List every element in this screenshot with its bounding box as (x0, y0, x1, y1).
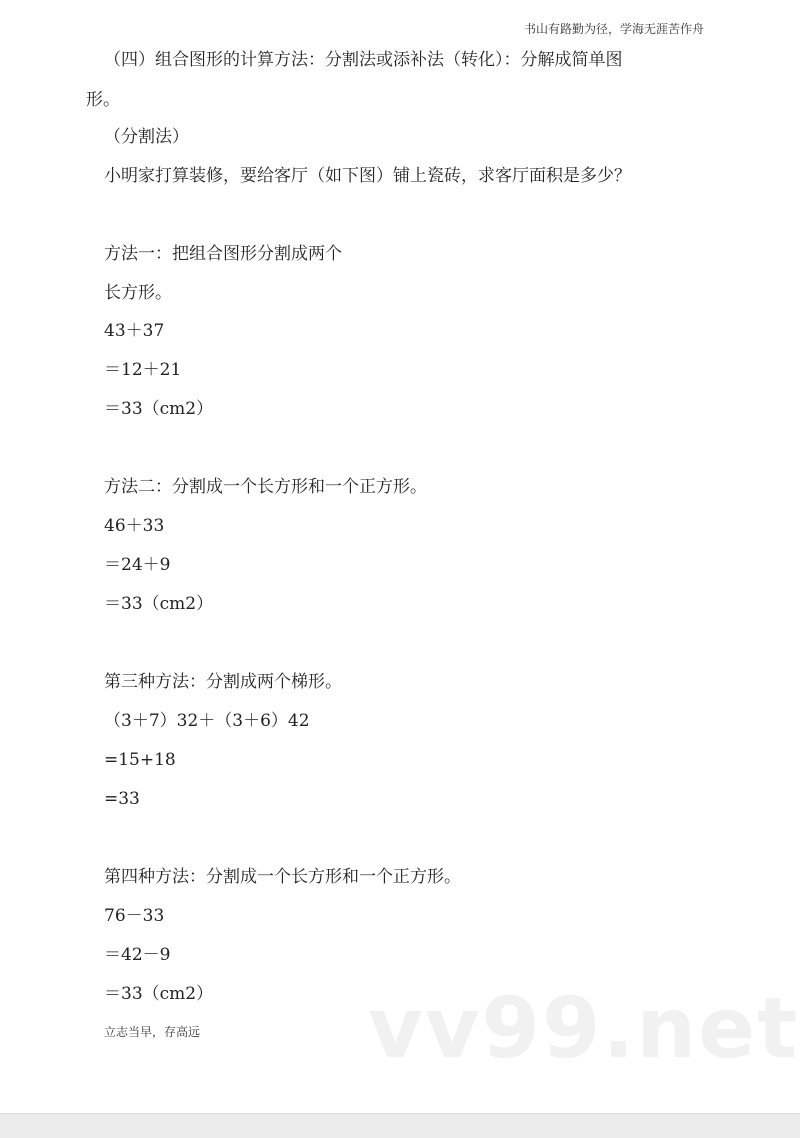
viewer-bottom-bar (0, 1113, 800, 1138)
method1-step: 43＋37 (104, 321, 165, 341)
footer-motto: 立志当早，存高远 (104, 1025, 201, 1039)
method4-step: ＝42－9 (104, 945, 171, 965)
method3-step: =33 (104, 789, 140, 809)
method1-title-line2: 长方形。 (104, 283, 172, 303)
header-motto: 书山有路勤为径，学海无涯苦作舟 (523, 22, 704, 36)
subheading: （分割法） (104, 127, 189, 147)
method2-step: 46＋33 (104, 516, 165, 536)
section-title-line1: （四）组合图形的计算方法：分割法或添补法（转化）：分解成简单图 (104, 50, 623, 70)
section-title-line2: 形。 (86, 90, 120, 110)
method4-step: 76－33 (104, 906, 165, 926)
method2-step: ＝33（cm2） (104, 594, 214, 614)
method3-title: 第三种方法：分割成两个梯形。 (104, 672, 342, 692)
method4-title: 第四种方法：分割成一个长方形和一个正方形。 (104, 867, 461, 887)
question-text: 小明家打算装修，要给客厅（如下图）铺上瓷砖，求客厅面积是多少？ (104, 166, 631, 186)
watermark: vv99.net (368, 979, 800, 1077)
method3-step: （3＋7）32＋（3＋6）42 (104, 711, 310, 731)
method2-title: 方法二：分割成一个长方形和一个正方形。 (104, 477, 427, 497)
method1-title-line1: 方法一：把组合图形分割成两个 (104, 244, 342, 264)
method2-step: ＝24＋9 (104, 555, 171, 575)
method1-step: ＝12＋21 (104, 360, 182, 380)
method1-step: ＝33（cm2） (104, 399, 214, 419)
method3-step: =15+18 (104, 750, 176, 770)
method4-step: ＝33（cm2） (104, 984, 214, 1004)
